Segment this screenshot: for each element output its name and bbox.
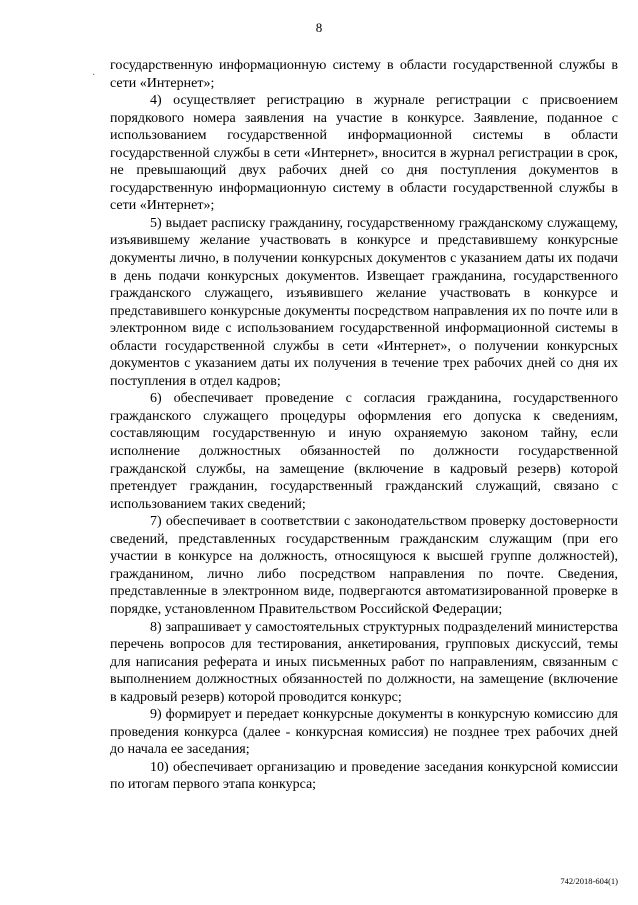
document-body <box>110 57 618 794</box>
paragraph-continuation: государственную информационную систему в области государственной службы в сети «Интернет»; <box>110 58 618 91</box>
document-code: 742/2018-604(1) <box>560 876 618 886</box>
list-item-8: 8) запрашивает у самостоятельных структурных подразделений министерства перечень вопросов для тестирования, анкетирования, групповых дискуссий, темы для написания реферата и иных письменных работ по направлениям, связанным с выполнением должностных обязанностей по должности, на замещение (включение в кадровый резерв) которой проводится конкурс; <box>110 619 618 705</box>
list-item-5: 5) выдает расписку гражданину, государственному гражданскому служащему, изъявившему желание участвовать в конкурсе и представившему конкурсные документы лично, в получении конкурсных документов с указанием даты их подачи в день подачи конкурсных документов. Извещает гражданина, государственного гражданского служащего, изъявившего желание участвовать в конкурсе и представившего конкурсные документы посредством направления их по почте или в электронном виде с использованием государственной информационной системы в области государственной службы в сети «Интернет», о получении конкурсных документов с указанием даты их получения в течение трех рабочих дней со дня их поступления в отдел кадров; <box>110 215 618 389</box>
list-item-10: 10) обеспечивает организацию и проведение заседания конкурсной комиссии по итогам первого этапа конкурса; <box>110 759 618 793</box>
list-item-4: 4) осуществляет регистрацию в журнале регистрации с присвоением порядкового номера заявления на участие в конкурсе. Заявление, поданное с использованием государственной информационной системы в области государственной службы в сети «Интернет», вносится в журнал регистрации в срок, не превышающий двух рабочих дней со дня поступления документов в государственную информационную систему в области государственной службы в сети «Интернет»; <box>110 93 618 214</box>
list-item-6: 6) обеспечивает проведение с согласия гражданина, государственного гражданского служащего процедуры оформления его допуска к сведениям, составляющим государственную и иную охраняемую законом тайну, если исполнение должностных обязанностей по должности государственной гражданской службы, на замещение (включение в кадровый резерв) которой претендует гражданин, государственный гражданский служащий, связано с использованием таких сведений; <box>110 391 618 512</box>
margin-mark: · <box>92 70 96 81</box>
list-item-7: 7) обеспечивает в соответствии с законодательством проверку достоверности сведений, представленных государственным гражданским служащим (при его участии в конкурсе на должность, относящуюся к высшей группе должностей), гражданином, лично либо посредством направления по почте. Сведения, представленные в электронном виде, подвергаются автоматизированной проверке в порядке, установленном Правительством Российской Федерации; <box>110 514 618 617</box>
page-number: 8 <box>315 20 323 35</box>
list-item-9: 9) формирует и передает конкурсные документы в конкурсную комиссию для проведения конкурса (далее - конкурсная комиссия) не позднее трех рабочих дней до начала ее заседания; <box>110 707 618 758</box>
